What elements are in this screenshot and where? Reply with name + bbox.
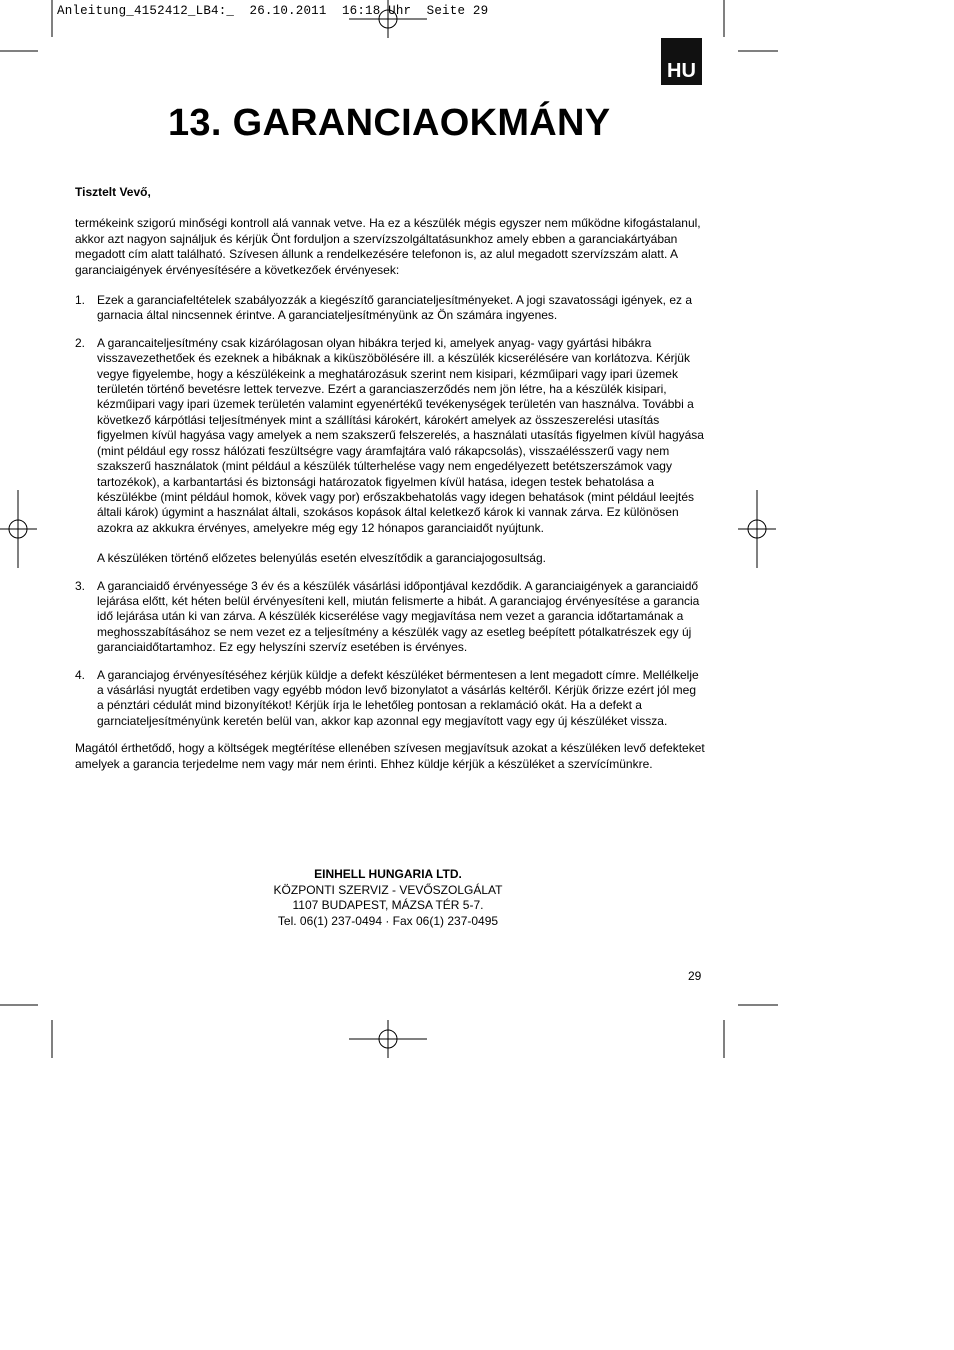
list-item [75,336,705,567]
registration-mark-right [738,490,776,568]
company-name: EINHELL HUNGARIA LTD. [314,867,462,881]
list-item-text: A garanciaidő érvényessége 3 év és a készülék vásárlási időpontjával kezdődik. A garanciaigények a garanciaidő lejárása előtt, két héten belül érvényesíteni kell, miután felismerte a hibát. A garanciajog érvényesítése a garancia idő lejárása után ki van zárva. A készülék kicserélése vagy megjavítása nem vezet a garancia időtartamának a meghosszabításához se nem vezet ez a teljesítmény a készülék vagy az esetleg beépített pótalkatrészek egy új garanciaidőtartamhoz. Ez egy helyszíni szervíz esetében is érvényes. [97,578,700,655]
address-line: KÖZPONTI SZERVIZ - VEVŐSZOLGÁLAT [273,882,503,897]
list-item-number: 1. [75,293,86,308]
list-item-number: 3. [75,578,86,593]
intro-paragraph: termékeink szigorú minőségi kontroll alá vannak vetve. Ha ez a készülék mégis egyszer nem működne kifogástalanul, akkor azt nagyon sajnáljuk és kérjük Önt forduljon a szervízszolgáltatásunkhoz amely ebben a garanciakártyában megadott cím alatt található. Szívesen állunk a rendelkezésére telefonon is, az alul megadott szervízszám alatt. A garanciaigények érvényesítésére a következőek érvényesek: [75,216,701,277]
list-item-text: A garancaiteljesítmény csak kizárólagosan olyan hibákra terjed ki, amelyek anyag- vagy gyártási hibákra visszavezethetőek és ezeknek a hibáknak a kiküszöbölésére ill. a készülék kicserélésére van korlátozva. Kérjük vegye figyelembe, hogy a készülékeink a meghatározásuk szerint nem kisipari, kézműipari vagy ipari üzemek területén történő bevetésre lettek tervezve. Ezért a garanciaszerződés nem jön létre, ha a készülék kisipari, kézműipari vagy ipari üzemek területén valamint egyenértékű tevékenységek területén van használva. További a következő kárpótlási teljesítmények mint a szállítási károkért, károkért amelyek az összeszerelési utasítás figyelmen kívül hagyása vagy amelyek a nem szakszerű felszerelés, a használati utasítás figyelmen kívül hagyása (mint például egy rossz hálózati feszültségre vagy áramfajtára való rákapcsolás), visszaélésszerű vagy nem szakszerű használatok (mint például a készülék túlterhelése vagy nem engedélyezett betétszerszámok vagy tartozékok), a karbantartási és biztonsági határozatok figyelmen kívül hatása, idegen testek behatolása a készülékbe (mint például homok, kövek vagy por) erőszakbehatolás vagy idegen behatások (mint például leejtés általi károk) úgymint a használat általi, szokásos kopások által keletkező károk ki vannak zárva. Ez különösen azokra az akkukra érvényes, amelyekre még egy 12 hónapos garanciaidőt nyújtunk. [97,335,704,535]
page-title: 13. GARANCIAOKMÁNY [168,102,611,144]
address-line: 1107 BUDAPEST, MÁZSA TÉR 5-7. [292,898,484,913]
contact-line: Tel. 06(1) 237-0494 · Fax 06(1) 237-0495 [277,913,499,928]
language-badge: HU [661,38,702,85]
print-slug-line: Anleitung_4152412_LB4:_ 26.10.2011 16:18 Uhr Seite 29 [57,4,489,18]
service-address [238,867,538,929]
list-item [75,668,705,730]
registration-mark-left [0,490,37,568]
list-item-text: A garanciajog érvényesítéséhez kérjük küldje a defekt készüléket bérmentesen a lent megadott címre. Mellélkelje a vásárlási nyugtát erdetiben vagy egyébb módon levő bizonylatot a vásárlás keltéről. Kérjük őrizze ezért jól meg a pénztári cédulát mind bizonyítékot! Kérjük írja le lehetőleg pontosan a reklamáció okát. Ha a defekt a garnciateljesítményünk keretén belül van, akkor kap azonnal egy megjavított vagy egy új készüléket vissza. [97,667,699,728]
list-item-text: Ezek a garanciafeltételek szabályozzák a kiegészítő garanciateljesítményeket. A jogi szavatossági igények, ez a garnacia által nincsennek érintve. A garanciateljesítményünk az Ön számára ingyenes. [97,293,693,323]
salutation: Tisztelt Vevő, [75,185,151,199]
closing-paragraph: Magától érthetődő, hogy a költségek megtérítése ellenében szívesen megjavítsuk azokat a készüléken levő defekteket amelyek a garancia terjedelme nem vagy már nem érinti. Ehhez küldje kérjük a készüléket a szervícímünkre. [75,741,705,771]
list-item-note: A készüléken történő előzetes belenyúlás esetén elveszítődik a garanciajogosultság. [97,551,546,566]
page-number: 29 [688,969,702,983]
registration-mark-bottom [349,1020,427,1058]
list-item [75,293,705,324]
list-item-number: 2. [75,335,86,350]
list-item-number: 4. [75,667,86,682]
warranty-body [75,185,705,772]
list-item [75,579,705,656]
